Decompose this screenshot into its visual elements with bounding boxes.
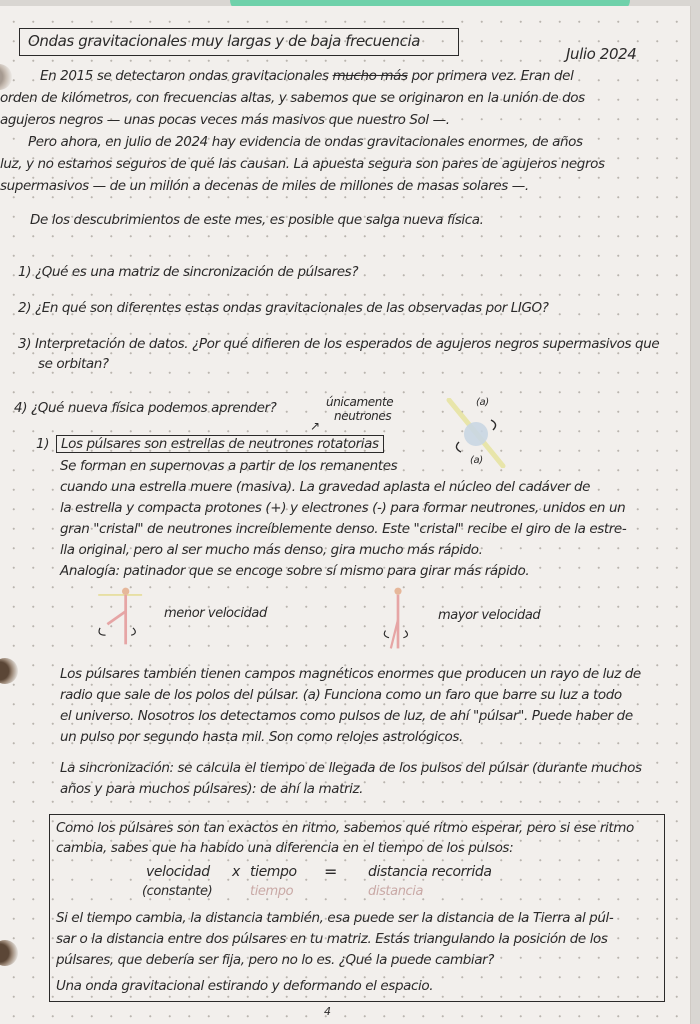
eq-times: x [232, 864, 240, 880]
eq-tiempo-pencil: tiempo [250, 884, 294, 899]
box-after-1: Si el tiempo cambia, la distancia también, esa puede ser la distancia de la Tierra al púl- [56, 910, 614, 926]
skater-arms-in-drawing [378, 584, 418, 652]
annotation-unicamente: únicamente [326, 395, 394, 409]
intro-line-1 [40, 66, 573, 86]
skater-label-fast: mayor velocidad [438, 608, 541, 623]
box-after-2: sar o la distancia entre dos púlsares en tu matriz. Estás triangulando la posición de los [56, 931, 608, 947]
magnetic-line-3: el universo. Nosotros los detectamos como pulsos de luz, de ahí "púlsar". Puede haber de [60, 708, 633, 724]
eq-tiempo: tiempo [250, 864, 297, 880]
sync-line-1: La sincronización: se calcula el tiempo de llegada de los pulsos del púlsar (durante muchos [60, 760, 642, 776]
question-3-cont: se orbitan? [38, 356, 109, 372]
notebook-page [0, 6, 691, 1024]
intro-line-1-text: En 2015 se detectaron ondas gravitacionales [40, 68, 329, 84]
eq-constante: (constante) [142, 884, 213, 899]
intro-line-1-tail: por primera vez. Eran del [411, 68, 574, 84]
struck-text: mucho más [332, 68, 408, 84]
pulsar-body-4: gran "cristal" de neutrones increíblemente denso. Este "cristal" recibe el giro de la estre- [60, 521, 627, 537]
intro-line-5: luz, y no estamos seguros de qué las causan. La apuesta segura son pares de agujeros negros [0, 156, 605, 172]
skater-arms-out-drawing [92, 584, 152, 648]
questions-lead: De los descubrimientos de este mes, es posible que salga nueva física. [30, 212, 484, 228]
pulsar-body-3: la estrella y compacta protones (+) y electrones (-) para formar neutrones, unidos en un [60, 500, 626, 516]
pulsar-number: 1) [36, 436, 50, 452]
box-conclusion: Una onda gravitacional estirando y deformando el espacio. [56, 978, 434, 994]
analogy-line: Analogía: patinador que se encoge sobre sí mismo para girar más rápido. [60, 563, 530, 579]
pulsar-heading-box [56, 434, 384, 454]
question-3: 3) Interpretación de datos. ¿Por qué difieren de los esperados de agujeros negros supermasivos que [18, 336, 660, 352]
pulsar-heading: Los púlsares son estrellas de neutrones rotatorias [56, 435, 384, 453]
magnetic-line-4: un pulso por segundo hasta mil. Son como relojes astrológicos. [60, 729, 463, 745]
page-number: 4 [324, 1005, 331, 1018]
annotation-neutrones: neutrones [334, 409, 392, 423]
pulsar-body-5: lla original, pero al ser mucho más denso, gira mucho más rápido. [60, 542, 483, 558]
eq-distancia-pencil: distancia [368, 884, 424, 899]
eq-distancia-recorrida: distancia recorrida [368, 864, 492, 880]
eq-equals: = [324, 862, 338, 881]
intro-line-6: supermasivos — de un millón a decenas de miles de millones de masas solares —. [0, 178, 529, 194]
question-1: 1) ¿Qué es una matriz de sincronización de púlsares? [18, 264, 359, 280]
box-line-1: Como los púlsares son tan exactos en ritmo, sabemos qué ritmo esperar, pero si ese ritmo [56, 820, 634, 836]
skater-label-slow: menor velocidad [164, 606, 267, 621]
eq-velocidad: velocidad [146, 864, 210, 880]
annotation-arrow-icon: ↗ [310, 419, 320, 433]
pulsar-body-1: Se forman en supernovas a partir de los remanentes [60, 458, 398, 474]
intro-line-4: Pero ahora, en julio de 2024 hay evidencia de ondas gravitacionales enormes, de años [28, 134, 583, 150]
diagram-label-a-top: (a) [476, 397, 489, 408]
page-title: Ondas gravitacionales muy largas y de baja frecuencia [28, 32, 421, 50]
magnetic-line-2: radio que sale de los polos del púlsar. (a) Funciona como un faro que barre su luz a todo [60, 687, 622, 703]
neutron-star-icon [464, 422, 488, 446]
intro-line-3: agujeros negros — unas pocas veces más masivos que nuestro Sol —. [0, 112, 450, 128]
sync-line-2: años y para muchos púlsares): de ahí la matriz. [60, 781, 364, 797]
box-after-3: púlsares, que debería ser fija, pero no lo es. ¿Qué la puede cambiar? [56, 952, 494, 968]
rotation-arrow-icon [456, 442, 461, 452]
intro-line-2: orden de kilómetros, con frecuencias altas, y sabemos que se originaron en la unión de dos [0, 90, 585, 106]
box-line-2: cambia, sabes que ha habido una diferencia en el tiempo de los pulsos: [56, 840, 514, 856]
magnetic-line-1: Los púlsares también tienen campos magnéticos enormes que producen un rayo de luz de [60, 666, 641, 682]
question-4: 4) ¿Qué nueva física podemos aprender? [14, 400, 277, 416]
diagram-label-a-bottom: (a) [470, 455, 483, 466]
page-date: Julio 2024 [566, 45, 637, 63]
rotation-arrow-icon [491, 420, 496, 430]
question-2: 2) ¿En qué son diferentes estas ondas gravitacionales de las observadas por LIGO? [18, 300, 549, 316]
pulsar-body-2: cuando una estrella muere (masiva). La gravedad aplasta el núcleo del cadáver de [60, 479, 591, 495]
